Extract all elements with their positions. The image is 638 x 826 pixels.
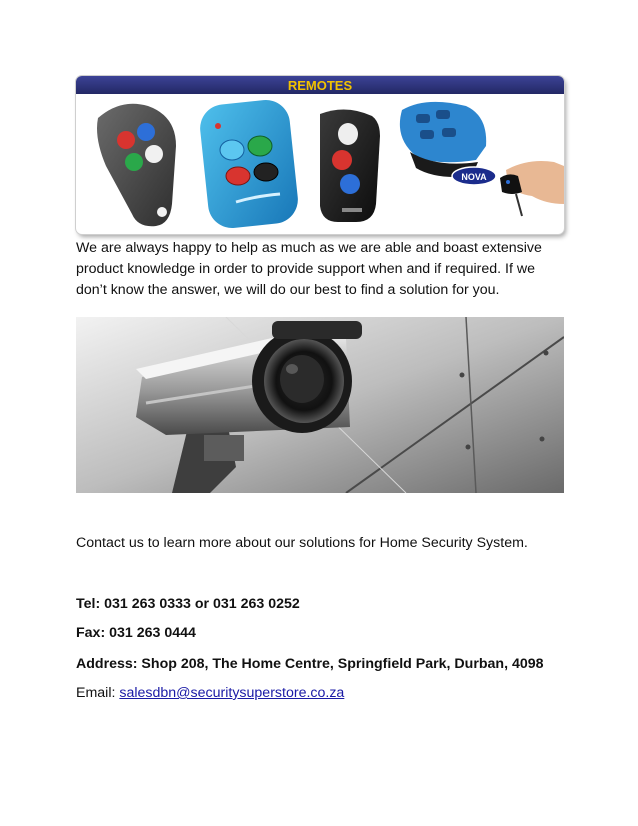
- fax-line: Fax: 031 263 0444: [76, 625, 196, 641]
- tel-line: Tel: 031 263 0333 or 031 263 0252: [76, 596, 300, 612]
- email-line: [76, 685, 344, 701]
- cta-paragraph: Contact us to learn more about our solutions for Home Security System.: [76, 535, 528, 551]
- email-label: Email:: [76, 685, 120, 701]
- address-line: Address: Shop 208, The Home Centre, Springfield Park, Durban, 4098: [76, 656, 544, 672]
- nova-remote-icon: [400, 102, 496, 185]
- remotes-banner-image: [76, 76, 564, 234]
- blue-remote-icon: [198, 98, 300, 231]
- hand-icon: [500, 161, 564, 216]
- banner-title: REMOTES: [287, 78, 353, 93]
- security-camera-image: [76, 317, 564, 493]
- nova-badge-text: NOVA: [461, 172, 487, 182]
- intro-paragraph: We are always happy to help as much as we are able and boast extensive product knowledge in order to provide support when and if required. If we don’t know the answer, we will do our best to find a solution for you.: [76, 240, 542, 298]
- black-remote-icon: [320, 109, 380, 222]
- email-link[interactable]: salesdbn@securitysuperstore.co.za: [119, 685, 345, 701]
- grey-remote-icon: [97, 104, 176, 227]
